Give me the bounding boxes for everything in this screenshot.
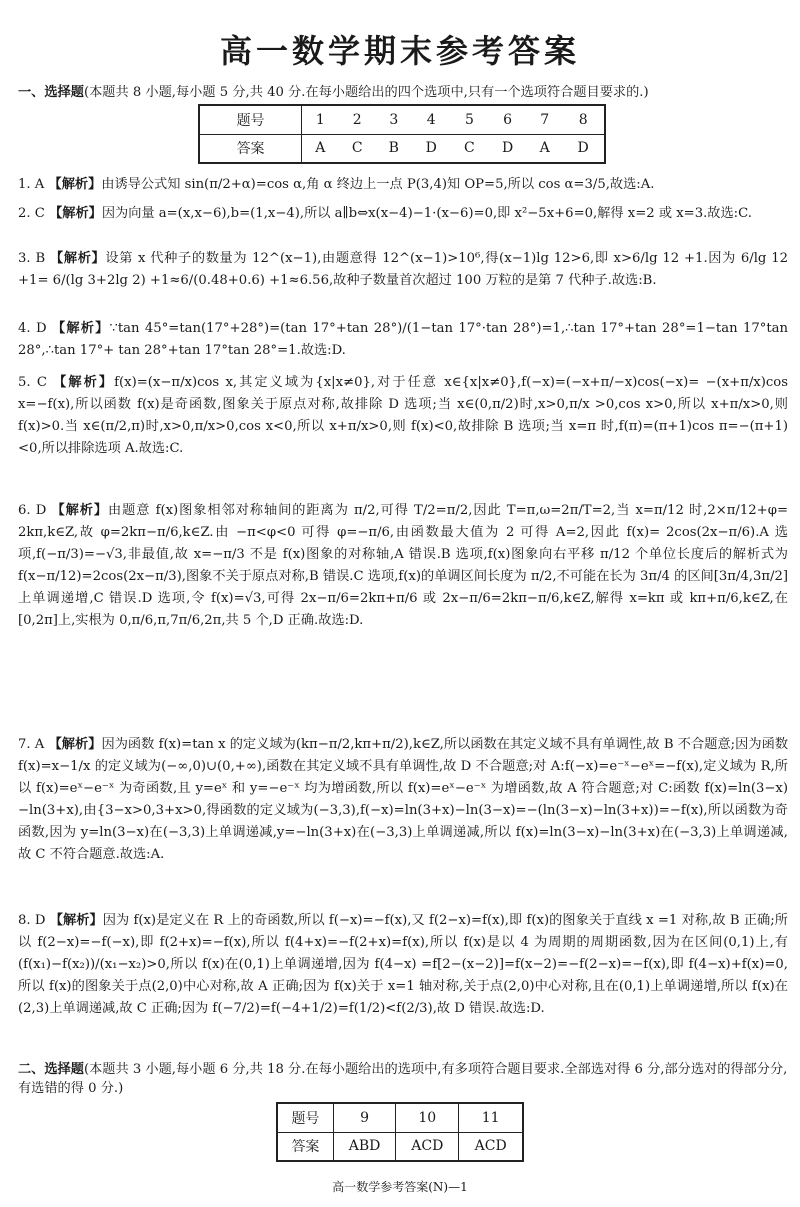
section2-header [18, 1060, 788, 1098]
q-answer: ACD [396, 1132, 459, 1161]
answer-table-1 [198, 104, 606, 164]
item-tag: 【解析】 [51, 321, 110, 336]
section2-heading: 二、选择题 [18, 1062, 84, 1077]
table-label-q: 题号 [277, 1103, 333, 1132]
q-num: 10 [396, 1103, 459, 1132]
item-tag: 【解析】 [49, 913, 103, 928]
item-number: 6. D [18, 503, 47, 518]
item-text: ∵tan 45°=tan(17°+28°)=(tan 17°+tan 28°)/(1−tan 17°·tan 28°)=1,∴tan 17°+tan 28°=1−tan 17°tan 28°,∴tan 17°+ tan 28°+tan 17°tan 28°=1.故选:D. [18, 321, 788, 358]
q-answer: C [464, 140, 475, 157]
q-num: 8 [562, 105, 605, 134]
table-label-q: 题号 [199, 105, 302, 134]
answer-table-2 [276, 1102, 524, 1162]
q-num: 6 [488, 105, 527, 134]
section2-desc: (本题共 3 小题,每小题 6 分,共 18 分.在每小题给出的选项中,有多项符合题目要求.全部选对得 6 分,部分选对的得部分分,有选错的得 0 分.) [18, 1062, 788, 1096]
q-answer: D [501, 140, 514, 157]
answer-item-7 [18, 734, 788, 866]
q-num: 2 [339, 105, 376, 134]
item-text: 由题意 f(x)图象相邻对称轴间的距离为 π/2,可得 T/2=π/2,因此 T=π,ω=2π/T=2,当 x=π/12 时,2×π/12+φ= 2kπ,k∈Z,故 φ=2kπ−π/6,k∈Z.由 −π<φ<0 可得 φ=−π/6,由函数最大值为 2 可得 A=2,因此 f(x)= 2cos(2x−π/6).A 选项,f(−π/3)=−√3,非最值,故 x=−π/3 不是 f(x)图象的对称轴,A 错误.B 选项,f(x)图象向右平移 π/12 个单位长度后的解析式为 f(x−π/12)=2cos(2x−π/3),图象不关于原点对称,B 错误.C 选项,f(x)的单调区间长度为 π/2,不可能在长为 3π/4 的区间[3π/4,3π/2]上单调递增,C 错误.D 选项,令 f(x)=√3,可得 2x−π/6=2kπ+π/6 或 2x−π/6=2kπ−π/6,k∈Z,解得 x=kπ 或 kπ+π/6,k∈Z,在[0,2π]上,实根为 0,π/6,π,7π/6,2π,共 5 个,D 正确.故选:D. [18, 503, 788, 628]
q-num: 3 [376, 105, 412, 134]
item-text: 因为 f(x)是定义在 R 上的奇函数,所以 f(−x)=−f(x),又 f(2−x)=f(x),即 f(x)的图象关于直线 x =1 对称,故 B 正确;所以 f(2−x)=−f(−x),即 f(2+x)=−f(x),所以 f(4+x)=−f(2+x)=f(x),所以 f(x)是以 4 为周期的周期函数,因为在区间(0,1)上,有 (f(x₁)−f(x₂))/(x₁−x₂)>0,所以 f(x)在(0,1)上单调递增,因为 f(4−x) =f[2−(x−2)]=f(x−2)=−f(2−x)=−f(x),即 f(4−x)+f(x)=0,所以 f(x)的图象关于点(2,0)中心对称,故 A 正确;因为 f(x)关于 x=1 轴对称,关于点(2,0)中心对称,且在(0,1)上单调递增,所以 f(x)在(2,3)上单调递减,故 C 正确;因为 f(−7/2)=f(−4+1/2)=f(1/2)<f(2/3),故 D 错误.故选:D. [18, 913, 788, 1016]
item-tag: 【解析】 [51, 503, 109, 518]
q-answer: ABD [333, 1132, 395, 1161]
item-number: 5. C [18, 375, 47, 390]
item-number: 8. D [18, 913, 46, 928]
answer-item-4 [18, 318, 788, 362]
table-row-numbers [199, 105, 605, 134]
item-text: f(x)=(x−π/x)cos x,其定义域为{x|x≠0},对于任意 x∈{x|x≠0},f(−x)=(−x+π/−x)cos(−x)= −(x+π/x)cos x=−f(x),所以函数 f(x)是奇函数,图象关于原点对称,故排除 D 选项;当 x∈(0,π/2)时,x>0,π/x >0,cos x>0,所以 x+π/x>0,则 f(x)>0.当 x∈(π/2,π)时,x>0,π/x>0,cos x<0,所以 x+π/x>0,则 f(x)<0,故排除 B 选项;当 x=π 时,f(π)=(π+1)cos π=−(π+1)<0,所以排除选项 A.故选:C. [18, 375, 788, 456]
item-text: 由诱导公式知 sin(π/2+α)=cos α,角 α 终边上一点 P(3,4)知 OP=5,所以 cos α=3/5,故选:A. [101, 177, 655, 192]
q-num: 7 [527, 105, 562, 134]
item-tag: 【解析】 [48, 177, 102, 192]
answer-item-2 [18, 203, 788, 225]
q-num: 1 [302, 105, 339, 134]
item-number: 2. C [18, 206, 45, 221]
answer-item-6 [18, 500, 788, 632]
q-answer: B [388, 140, 399, 157]
section1-header [18, 83, 788, 102]
q-num: 9 [333, 1103, 395, 1132]
answer-item-3 [18, 248, 788, 292]
q-num: 5 [451, 105, 488, 134]
item-tag: 【解析】 [53, 375, 115, 390]
answer-item-5 [18, 372, 788, 460]
table-label-a: 答案 [199, 134, 302, 163]
item-text: 因为函数 f(x)=tan x 的定义域为(kπ−π/2,kπ+π/2),k∈Z,所以函数在其定义域不具有单调性,故 B 不合题意;因为函数 f(x)=x−1/x 的定义域为(−∞,0)∪(0,+∞),函数在其定义域不具有单调性,故 D 不合题意;对 A:f(−x)=e⁻ˣ−eˣ=−f(x),定义域为 R,所以 f(x)=eˣ−e⁻ˣ 为奇函数,且 y=eˣ 和 y=−e⁻ˣ 均为增函数,所以 f(x)=eˣ−e⁻ˣ 为增函数,故 A 符合题意;对 C:函数 f(x)=ln(3−x)−ln(3+x),由{3−x>0,3+x>0,得函数的定义域为(−3,3),f(−x)=ln(3+x)−ln(3−x)=−(ln(3−x)−ln(3+x))=−f(x),所以函数为奇函数,因为 y=ln(3−x)在(−3,3)上单调递减,y=−ln(3+x)在(−3,3)上单调递减,所以 f(x)=ln(3−x)−ln(3+x)在(−3,3)上单调递减,故 C 不符合题意.故选:A. [18, 737, 789, 862]
q-answer: C [351, 140, 363, 157]
item-tag: 【解析】 [49, 206, 102, 221]
item-text: 设第 x 代种子的数量为 12^(x−1),由题意得 12^(x−1)>10⁶,得(x−1)lg 12>6,即 x>6/lg 12 +1.因为 6/lg 12 +1= 6/(lg 3+2lg 2) +1≈6/(0.48+0.6) +1≈6.56,故种子数量首次超过 100 万粒的是第 7 代种子.故选:B. [18, 251, 788, 288]
q-answer: A [539, 140, 550, 157]
table-row-answers [277, 1132, 523, 1161]
table-row-numbers [277, 1103, 523, 1132]
section1-desc: (本题共 8 小题,每小题 5 分,共 40 分.在每小题给出的四个选项中,只有一个选项符合题目要求的.) [83, 85, 649, 100]
table-label-a: 答案 [277, 1132, 333, 1161]
item-number: 1. A [18, 177, 45, 192]
item-number: 7. A [18, 737, 45, 752]
item-text: 因为向量 a=(x,x−6),b=(1,x−4),所以 a∥b⇔x(x−4)−1·(x−6)=0,即 x²−5x+6=0,解得 x=2 或 x=3.故选:C. [101, 206, 752, 221]
answer-item-1 [18, 174, 788, 196]
page-footer: 高一数学参考答案(N)—1 [332, 1180, 468, 1194]
page-title: 高一数学期末参考答案 [219, 32, 580, 70]
item-tag: 【解析】 [50, 251, 106, 266]
section1-heading: 一、选择题 [18, 85, 84, 100]
item-tag: 【解析】 [48, 737, 102, 752]
table-row-answers [199, 134, 605, 163]
q-num: 4 [412, 105, 451, 134]
q-answer: D [577, 140, 589, 157]
item-number: 3. B [18, 251, 46, 266]
q-answer: A [315, 140, 326, 157]
q-answer: D [425, 140, 437, 157]
item-number: 4. D [18, 321, 47, 336]
q-num: 11 [459, 1103, 523, 1132]
q-answer: ACD [459, 1132, 523, 1161]
answer-item-8 [18, 910, 788, 1020]
